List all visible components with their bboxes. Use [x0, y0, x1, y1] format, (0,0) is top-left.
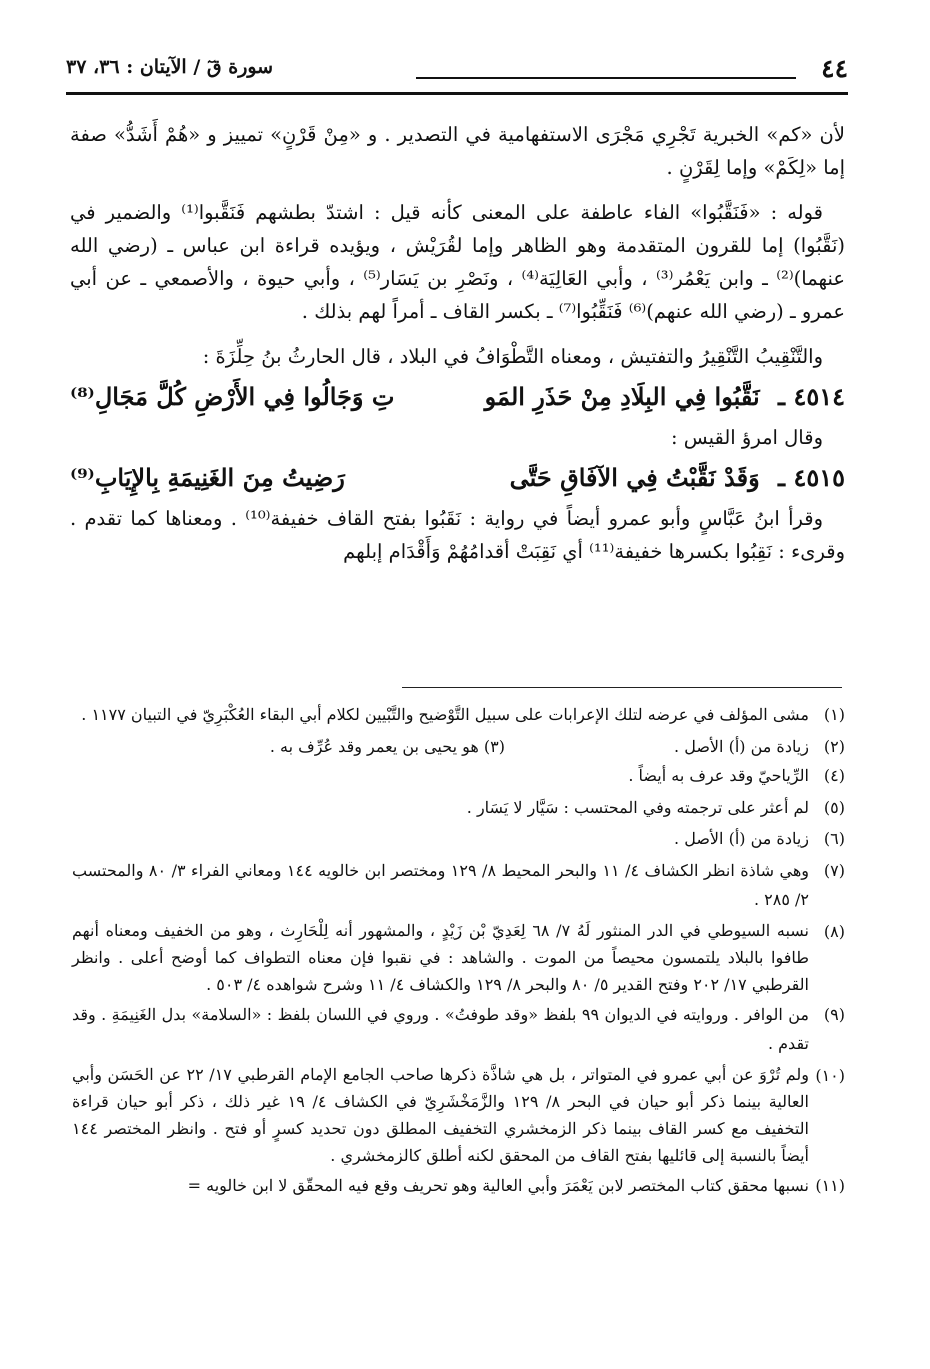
verse-second-hemistich: تِ وَجَالُوا فِي الأَرْضِ كُلَّ مَجَالِ⁽⁸⁾	[70, 382, 395, 411]
footnote-number: (٣)	[483, 736, 505, 756]
main-text	[70, 118, 845, 568]
footnote-number: (١٠)	[815, 1065, 845, 1085]
footnote-text: وهي شاذة انظر الكشاف ٤/ ١١ والبحر المحيط ٨/ ١٢٩ ومختصر ابن خالويه ١٤٤ ومعاني الفراء ٣/ ٨٠ والمحتسب ٢/ ٢٨٥ .	[72, 860, 810, 909]
footnote-number: (٢)	[823, 736, 845, 756]
running-title: سورة قٓ / الآيتان : ٣٦، ٣٧	[66, 56, 274, 78]
footnote-number: (٥)	[823, 797, 845, 817]
footnote-11	[72, 1171, 845, 1201]
footnote-number: (٧)	[823, 860, 845, 880]
footnote-text: زيادة من (أ) الأصل .	[674, 736, 809, 756]
footnote-number: (١١)	[815, 1175, 845, 1195]
footnote-text: هو يحيى بن يعمر وقد عُرِّف به .	[269, 736, 479, 756]
footnote-number: (٤)	[823, 766, 845, 785]
footnote-4	[72, 761, 845, 791]
verse-4514	[70, 375, 845, 419]
footnote-1	[72, 700, 845, 730]
footnote-9	[72, 1000, 845, 1059]
footnote-6	[72, 824, 845, 854]
footnote-text: نسبه السيوطي في الدر المنثور لَهُ ٧/ ٦٨ لِعَدِيّ بْن زَيْدٍ ، والمشهور أنه لِلْحَارِث ، وهو من الخفيف ومعناه أنهم طافوا بالبلاد يلتمسون محيصاً من الموت . والشاهد : في نقبوا فإن معناه التطواف كما أوضح أعلى . وانظر القرطبي ١٧/ ٢٠٢ وفتح القدير ٥/ ٨٠ والبحر ٨/ ١٢٩ والكشاف ٤/ ١١ وشرح شواهده ٤/ ٥٠٣ .	[72, 920, 810, 994]
verse-second-hemistich: رَضِيتُ مِنَ الغَنِيمَةِ بِالإِيَابِ⁽⁹⁾	[70, 463, 345, 492]
footnote-number: (١)	[823, 705, 845, 724]
footnote-text: لم أعثر على ترجمته وفي المحتسب : سَيَّار لا يَسَار .	[466, 797, 809, 817]
footnote-text: نسبها محقق كتاب المختصر لابن يَعْمَرَ وأبي العالية وهو تحريف وقع فيه المحقّق لا ابن خالويه =	[187, 1175, 809, 1195]
footnote-number: (٨)	[823, 921, 845, 941]
page-header	[66, 50, 848, 86]
verse-4515	[70, 456, 845, 500]
footnote-separator	[402, 687, 842, 688]
footnote-number: (٦)	[823, 829, 845, 848]
footnote-7	[72, 856, 845, 915]
paragraph-3: والتَّنْقِيبُ التَّنْقِيرُ والتفتيش ، ومعناه التَّطْوَافُ في البلاد ، قال الحارثُ بنُ حِلِّزَةَ :	[202, 345, 823, 368]
footnote-text: مشى المؤلف في عرضه لتلك الإعرابات على سبيل التَّوْضيح والتَّبْيين لكلام أبي البقاء العُكْبَرِيّ في التبيان ١١٧٧ .	[81, 705, 809, 724]
footnote-text: ولم تُرْوَ عن أبي عمرو في المتواتر ، بل هي شاذَّة ذكرها صاحب الجامع الإمام القرطبي ١٧/ ٢٢ عن الحَسَن وأبي العالية بينما ذكر أبو حيان في البحر ٨/ ١٢٩ والزَّمَخْشَرِيّ في الكشاف ٤/ ١٩ غير ذلك ، ذكر أبو حيان قراءة التخفيف مع كسر القاف بينما ذكر الزمخشري التخفيف المطلق دون تحديد كسرٍ أو فتح . وانظر المختصر ١٤٤ أيضاً بالنسبة إلى قائليها بفتح القاف من المحقق لكنه أطلق كالزمخشري .	[72, 1064, 810, 1165]
paragraph-4: وقال امرؤ القيس :	[670, 426, 823, 449]
verse-first-hemistich: نَقَّبُوا فِي البِلَادِ مِنْ حَذَرِ المَو	[484, 382, 760, 411]
footnotes	[72, 700, 845, 1202]
verse-number: ٤٥١٥ ـ	[778, 463, 845, 492]
footnote-text: من الوافر . وروايته في الديوان ٩٩ بلفظ «وقد طوفتُ» . وروي في اللسان بلفظ : «السلامة» بدل الغَنِيمَةِ . وقد تقدم .	[72, 1004, 809, 1053]
footnote-text: الرِّياحيّ وقد عرف به أيضاً .	[628, 766, 809, 785]
footnote-text: زيادة من (أ) الأصل .	[674, 829, 809, 848]
footnote-number: (٩)	[823, 1004, 845, 1024]
page-number: ٤٤	[821, 54, 848, 83]
header-line	[416, 77, 796, 79]
paragraph-1: لأن «كم» الخبرية تَجْرِي مَجْرَى الاستفهامية في التصدير . و «مِنْ قَرْنٍ» تمييز و «هُمْ أَشَدُّ» صفة إما «لِكَمْ» وإما لِقَرْنٍ .	[70, 123, 845, 179]
footnote-10	[72, 1061, 845, 1169]
paragraph-5: وقرأ ابنُ عَبَّاسٍ وأبو عمرو أيضاً في رواية : نَقَبُوا بفتح القاف خفيفة⁽¹⁰⁾ . ومعناها كما تقدم . وقرىء : نَقِبُوا بكسرها خفيفة⁽¹¹⁾ أي نَقِبَتْ أقدامُهُمْ وَأَقْدَام إبلهم	[70, 507, 845, 563]
header-rule	[66, 92, 848, 95]
footnote-5	[72, 793, 845, 823]
paragraph-2: قوله : «فَنَقَّبُوا» الفاء عاطفة على المعنى كأنه قيل : اشتدّ بطشهم فَنَقَّبوا⁽¹⁾ والضمير في (نَقَّبُوا) إما للقرون المتقدمة وهو الظاهر وإما لقُرَيْش ، ويؤيده قراءة ابن عباس ـ (رضي الله عنهما)⁽²⁾ ـ وابن يَعْمُر⁽³⁾ ، وأبي العَالِيَة⁽⁴⁾ ، ونَصْرِ بن يَسَار⁽⁵⁾ ، وأبي حيوة ، والأصمعي ـ عن أبي عمرو ـ (رضي الله عنهم)⁽⁶⁾ فَنَقِّبُوا⁽⁷⁾ ـ بكسر القاف ـ أمراً لهم بذلك .	[70, 201, 845, 323]
footnote-8	[72, 917, 845, 998]
verse-first-hemistich: وَقَدْ نَقَّبْتُ فِي الآفَاقِ حَتَّى	[509, 463, 760, 492]
verse-number: ٤٥١٤ ـ	[778, 382, 845, 411]
footnote-row-2-3	[72, 732, 845, 762]
